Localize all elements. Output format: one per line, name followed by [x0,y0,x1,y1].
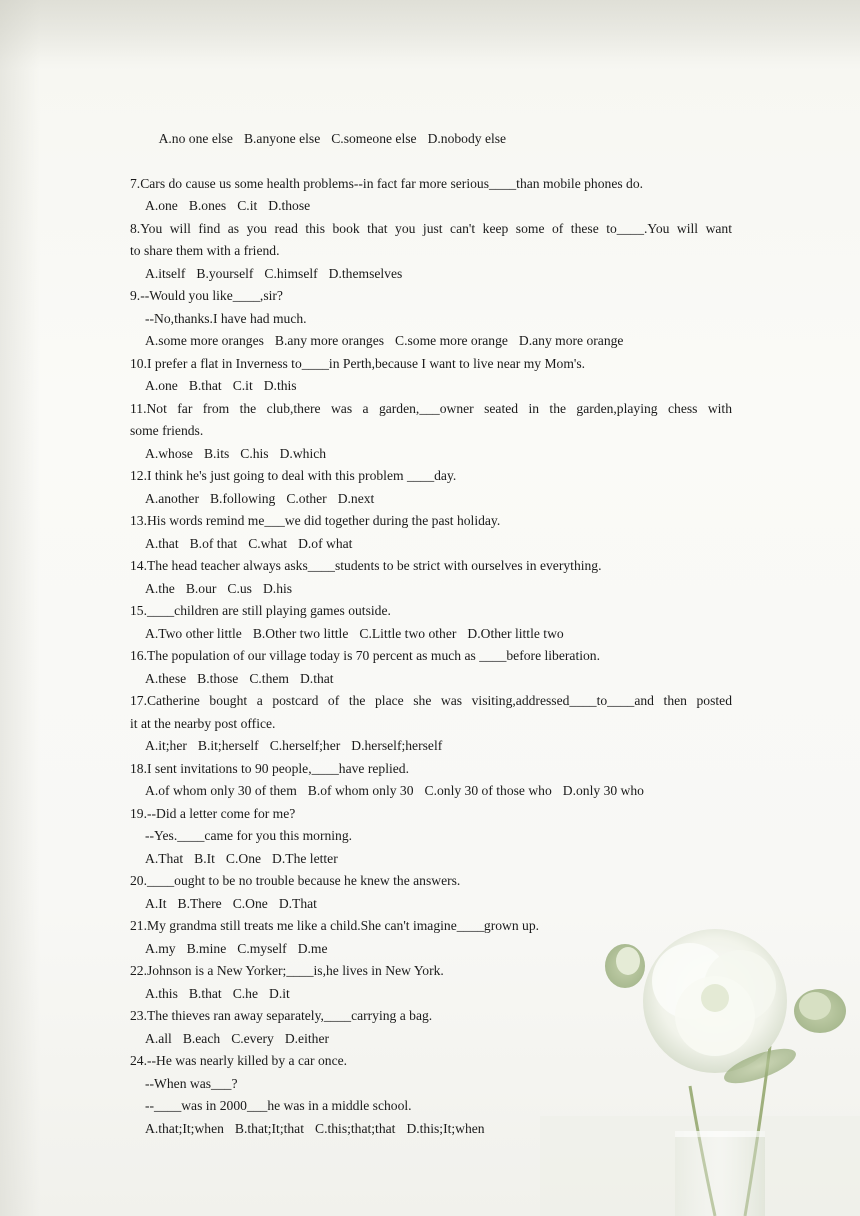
options-row [130,1028,732,1051]
option: C.it [237,198,258,213]
option: A.Two other little [145,625,242,641]
options-row [130,735,732,758]
option: B.our [185,580,217,596]
option: B.following [209,490,276,506]
option: A.it;her [145,738,187,753]
options-row [130,623,732,646]
option: B.ones [188,198,227,213]
option: C.One [232,895,268,911]
option: C.some more orange [395,333,508,348]
options-row [130,195,732,218]
option: D.those [268,198,311,213]
option: B.any more oranges [274,333,385,348]
question-text-continued: it at the nearby post office. [130,715,276,731]
option: B.mine [186,940,227,956]
option: D.it [269,985,290,1001]
option: D.themselves [328,265,403,281]
options-row [130,848,732,871]
question-text-continued: to share them with a friend. [130,243,280,258]
option: D.only 30 who [562,783,644,798]
question-text: 9.--Would you like____,sir? [130,288,283,303]
options-row [130,578,732,601]
option: B.that [188,378,222,393]
exercise-content [130,105,732,1140]
option: A.It [145,895,167,911]
option: C.myself [237,940,287,956]
option: A.itself [145,265,186,281]
option: A.some more oranges [145,333,264,348]
option: C.it [232,378,253,393]
option: A.That [145,850,184,866]
option: C.every [231,1030,274,1046]
option: D.this [263,378,297,393]
option: A.that;It;when [145,1120,224,1136]
option: D.this;It;when [406,1120,485,1136]
option: D.nobody else [427,130,507,146]
option: B.of whom only 30 [307,783,414,798]
question-text: 18.I sent invitations to 90 people,____have replied. [130,760,409,776]
question-text: 16.The population of our village today is 70 percent as much as ____before liberation. [130,648,600,663]
question-text: 11.Not far from the club,there was a garden,___owner seated in the garden,playing chess with [130,400,732,416]
option: D.next [337,490,375,506]
option: B.each [182,1030,221,1046]
option: A.these [145,670,187,686]
options-row [130,375,732,398]
options-row [130,105,732,173]
options-row [130,893,732,916]
options-row [130,488,732,511]
option: A.this [145,985,178,1001]
option: B.its [203,445,230,461]
option: A.all [145,1030,172,1046]
option: C.he [232,985,259,1001]
question-text: 13.His words remind me___we did together during the past holiday. [130,513,501,528]
question-text: 7.Cars do cause us some health problems--in fact far more serious____than mobile phones do. [130,175,644,191]
option: B.anyone else [243,130,321,146]
options-row [130,668,732,691]
option: C.his [240,445,269,461]
option: D.which [279,445,327,461]
option: C.this;that;that [315,1120,396,1136]
question-text: 15.____children are still playing games outside. [130,603,391,618]
option: C.himself [264,265,318,281]
option: D.either [284,1030,330,1046]
dialogue-line: --Yes.____came for you this morning. [145,828,353,843]
question-text: 21.My grandma still treats me like a child.She can't imagine____grown up. [130,918,540,933]
option: D.herself;herself [351,738,443,753]
option: B.those [197,670,239,686]
option: D.me [297,940,328,956]
options-row [130,780,732,803]
page-shading-top [0,0,860,70]
option: C.us [227,580,252,596]
question-text-continued: some friends. [130,423,204,438]
option: A.whose [145,445,193,461]
option: D.of what [298,535,353,551]
option: D.That [278,895,317,911]
option: B.There [177,895,222,911]
option: C.other [286,490,327,506]
option: C.only 30 of those who [424,783,552,798]
option: B.yourself [196,265,254,281]
option: A.of whom only 30 of them [145,783,297,798]
option: D.The letter [272,850,338,866]
option: D.Other little two [467,625,564,641]
option: A.that [145,535,179,551]
option: A.one [145,198,178,213]
options-row [130,443,732,466]
options-row [130,1118,732,1141]
option: C.One [225,850,262,866]
dialogue-line: --____was in 2000___he was in a middle school. [145,1098,412,1113]
option: A.the [145,580,175,596]
option: C.herself;her [269,738,341,753]
question-text: 20.____ought to be no trouble because he knew the answers. [130,873,461,888]
options-row [130,983,732,1006]
question-text: 12.I think he's just going to deal with this problem ____day. [130,468,457,483]
question-text: 24.--He was nearly killed by a car once. [130,1053,348,1068]
option: B.It [194,850,215,866]
option: D.his [262,580,293,596]
option: A.another [145,490,199,506]
option: B.of that [189,535,238,551]
options-row [130,533,732,556]
options-row [130,938,732,961]
option: C.Little two other [359,625,457,641]
option: C.what [248,535,288,551]
question-text: 17.Catherine bought a postcard of the place she was visiting,addressed____to____and then posted [130,693,732,708]
option: A.my [145,940,176,956]
option: B.that;It;that [234,1120,304,1136]
option: B.it;herself [197,738,259,753]
option: C.someone else [331,130,417,146]
option: B.that [188,985,222,1001]
question-text: 8.You will find as you read this book that you just can't keep some of these to____.You will want [130,220,732,236]
option: A.no one else [158,130,233,146]
options-row [130,263,732,286]
option: A.one [145,378,178,393]
dialogue-line: --When was___? [145,1075,238,1091]
question-text: 10.I prefer a flat in Inverness to____in Perth,because I want to live near my Mom's. [130,355,586,371]
question-text: 22.Johnson is a New Yorker;____is,he lives in New York. [130,963,444,978]
dialogue-line: --No,thanks.I have had much. [145,310,307,326]
options-row [130,330,732,353]
option: D.that [299,670,334,686]
option: C.them [249,670,289,686]
page-shading-left [0,0,40,1216]
question-text: 19.--Did a letter come for me? [130,805,296,821]
question-text: 23.The thieves ran away separately,____carrying a bag. [130,1008,433,1023]
option: D.any more orange [518,333,624,348]
option: B.Other two little [252,625,349,641]
question-text: 14.The head teacher always asks____students to be strict with ourselves in everything. [130,558,602,573]
